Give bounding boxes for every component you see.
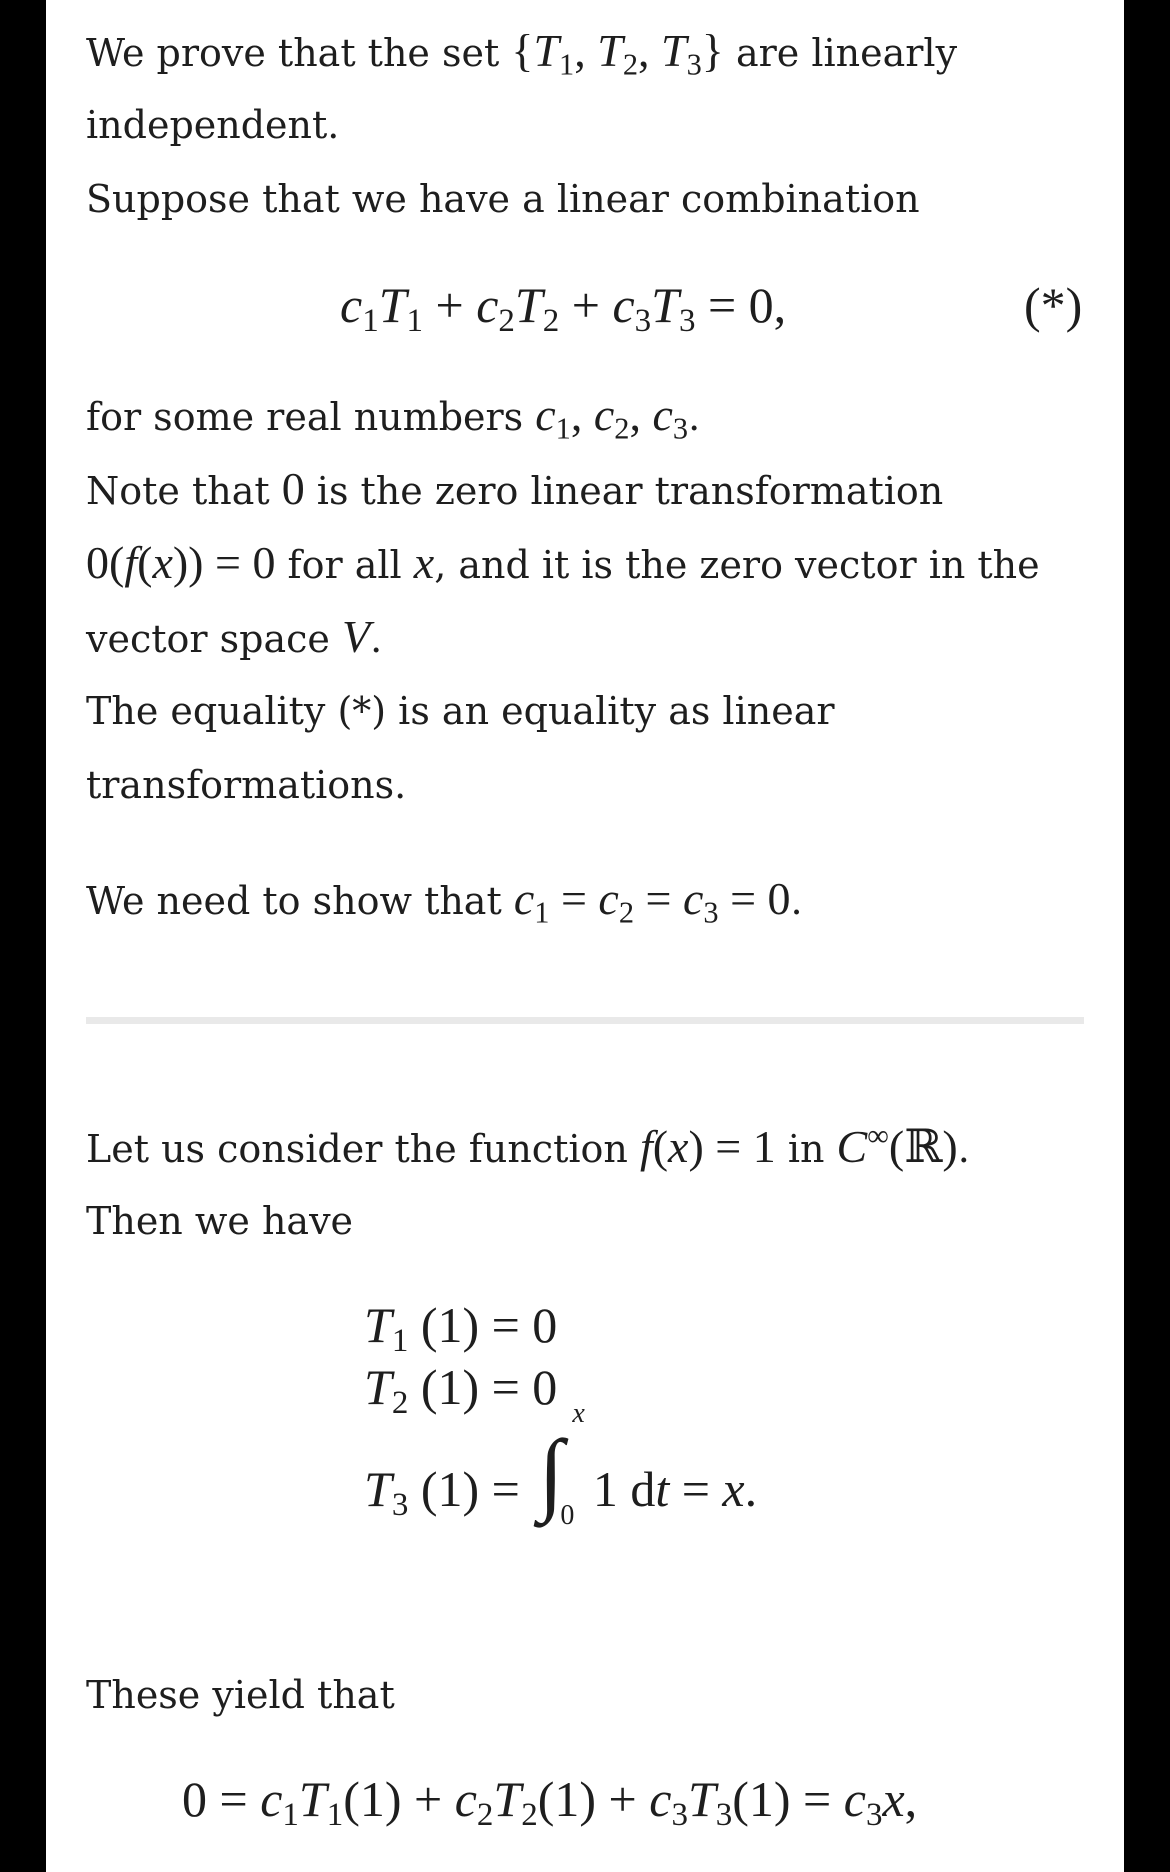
text-span: Let us consider the function [86, 1127, 640, 1171]
text-span: . [688, 395, 701, 439]
integral-upper-limit: x [572, 1398, 585, 1429]
integral-lower-limit: 0 [560, 1500, 575, 1531]
text-span: are linearly [723, 31, 958, 75]
text-span: for some real numbers [86, 395, 536, 439]
math-x: x [413, 537, 435, 588]
paragraph-these-yield: These yield that [86, 1673, 395, 1717]
text-span: in [775, 1127, 837, 1171]
equation-linear-combination: $c_1T_1 + c_2T_2 + c_3T_3 = 0$, [340, 277, 787, 340]
paragraph-note-line1 [86, 452, 943, 528]
integrand: 1 dt = x. [592, 1461, 758, 1517]
text-span: We prove that the set [86, 31, 512, 75]
paragraph-need-to-show [86, 862, 803, 938]
text-span: We need to show that [86, 879, 514, 923]
math-zero-transform: 0(f(x)) = 0 [86, 537, 276, 588]
paragraph-equality-line1: The equality (*) is an equality as linear [86, 689, 835, 733]
math-V: V [341, 611, 371, 662]
equation-T1: $T_1$ (1) = 0 [364, 1297, 558, 1360]
math-set: {$T_1$, $T_2$, $T_3$} [511, 25, 724, 82]
text-span: , and it is the zero vector in the [434, 543, 1040, 587]
math-f-equals-1: f(x) = 1 [639, 1121, 776, 1172]
text-span: is the zero linear transformation [304, 469, 944, 513]
math-zero: 0 [281, 463, 305, 514]
math-c-infinity: C∞(ℝ) [836, 1118, 958, 1172]
text-span: . [790, 879, 803, 923]
paragraph-consider-function [86, 1110, 970, 1186]
paragraph-note-line2 [86, 526, 1040, 602]
paragraph-note-line3 [86, 600, 382, 676]
paragraph-then-we-have: Then we have [86, 1199, 354, 1243]
section-divider [86, 1017, 1084, 1024]
equation-T3: $T_3$ (1) = ∫ x 0 1 dt = x. [364, 1398, 758, 1531]
equation-tag: (*) [1024, 277, 1083, 333]
paragraph-intro-line2: independent. [86, 103, 340, 147]
math-coefficients: $c_1$, $c_2$, $c_3$ [535, 389, 689, 446]
text-span: Note that [86, 469, 282, 513]
math-all-zero: $c_1 = c_2 = c_3 = 0$ [513, 873, 791, 930]
integral-sign: ∫ x 0 [538, 1398, 585, 1531]
paragraph-real-numbers [86, 378, 700, 454]
paragraph-equality-line2: transformations. [86, 763, 407, 807]
paragraph-intro-line1 [86, 14, 957, 90]
text-span: for all [275, 543, 414, 587]
text-span: . [370, 617, 383, 661]
text-span: . [957, 1127, 970, 1171]
equation-yield: $0 = c_1T_1(1) + c_2T_2(1) + c_3T_3(1) = c_3x$, [182, 1771, 918, 1834]
document-page [46, 0, 1124, 1872]
text-span: vector space [86, 617, 342, 661]
equation-T2: $T_2$ (1) = 0 [364, 1359, 558, 1422]
paragraph-suppose: Suppose that we have a linear combination [86, 177, 920, 221]
